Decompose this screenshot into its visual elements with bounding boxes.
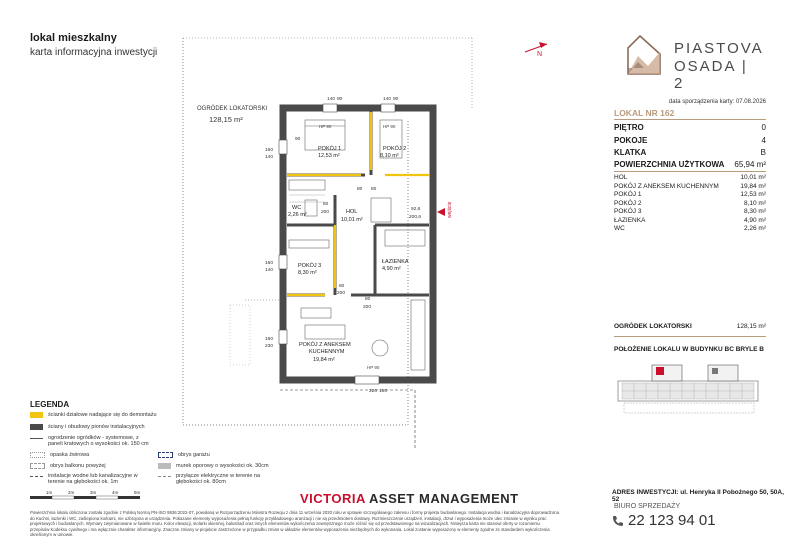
scale-label: 3m (90, 490, 97, 495)
dim-label: 200 (321, 210, 330, 215)
room-name: ŁAZIENKA (614, 216, 646, 224)
room3-area: 8,30 m² (298, 270, 317, 276)
logo-line-2: OSADA | 2 (674, 58, 748, 92)
dim-label: 80 (357, 187, 363, 192)
developer-logo (300, 491, 519, 506)
dim-label: 140 (265, 155, 274, 160)
garden-plan-area: 128,15 m² (209, 115, 243, 124)
legend-swatch-gravel (30, 452, 45, 458)
room-area: 4,90 m² (743, 216, 766, 224)
hp-label: HP 90 (383, 124, 396, 129)
living-name-line2: KUCHENNYM (309, 349, 345, 355)
divider (614, 171, 766, 172)
developer-name-part2: ASSET MANAGEMENT (365, 491, 519, 506)
legend-swatch-fence (30, 438, 43, 439)
room1-area: 12,53 m² (318, 153, 340, 159)
phone-number: 22 123 94 01 (628, 512, 716, 529)
scale-bar (30, 488, 150, 500)
page-title: lokal mieszkalny (30, 32, 117, 44)
legend-swatch-garage (158, 452, 173, 458)
area-value: 65,94 m² (734, 160, 766, 169)
scale-label: 1m (46, 490, 53, 495)
stair-value: B (760, 148, 766, 157)
unit-number: LOKAL NR 162 (614, 108, 675, 118)
dim-label: 80 (365, 297, 371, 302)
rooms-label: POKOJE (614, 136, 648, 145)
room-row (614, 174, 766, 183)
north-arrow-icon (525, 42, 547, 58)
hol-area: 10,01 m² (341, 217, 363, 223)
building-position-map (612, 363, 768, 417)
legend-text: instalacje wodne lub kanalizacyjne w terenie na głębokości ok. 1m (48, 473, 138, 485)
rooms-row (614, 136, 766, 145)
legal-footer: Powierzchnia lokalu obliczona została zgodnie z Polską Normą PN-ISO 9836:2022-07, powołaną w Rozporządzeniu Ministra Rozwoju z dnia 11 września 2020 roku w sprawie szczegółowego zakresu i formy projektu budowlanego. Instalacja wodna i kanalizacyjna doprowadzona do Kuchni, łazienki i WC, zaślepiona korkami, nie uzbrojona w urządzenia. Pokazane elementy wyposażenia pełnią funkcję przykładowego aranżacji i nie są przedmiotem dostawy. Rozmieszczenie urządzeń, instalacji, drzwi i wyposażenia może ulec zmianie w wyniku prac projektowych i budowlanych. Wymiary zwymiarowane w świetle muru. Kolor elewacji, stolarki okiennej, balustrad oraz innych elementów wykończenia zewnętrznego może różnić się od przedstawionego na wizualizacjach. Niniejsza karta nie stanowi oferty w rozumieniu przepisów Kodeksu cywilnego i ma wyłącznie charakter informacyjny. Znaczne zmiany w projekcie zastrzeżone w przypadku zmian w układzie elementów wyposażenia niezbędnych do wykonania. Lokal zostanie wyposażony w elementy zgodne ze standardem wykończenia określonym w umowie. (30, 510, 559, 537)
room-area: 12,53 m² (740, 191, 766, 198)
svg-text:N: N (537, 51, 543, 58)
dim-label: 200 (337, 291, 346, 296)
legend-swatch-electric (158, 476, 171, 477)
dim-label: 220 (369, 389, 378, 394)
room-area: 19,84 m² (740, 182, 766, 190)
divider (614, 119, 766, 120)
dim-label: 150 (379, 389, 388, 394)
rooms-value: 4 (761, 136, 766, 145)
garden-row (614, 323, 766, 330)
legend-text: ściany i obudowy pionów instalacyjnych (48, 424, 145, 430)
dim-label: 200 (363, 305, 372, 310)
dim-label: 90 (295, 137, 301, 142)
scale-label: 2m (68, 490, 75, 495)
dim-label: 160 (265, 337, 274, 342)
rooms-table (614, 174, 766, 234)
floor-row (614, 123, 766, 132)
room2-name: POKÓJ 2 (383, 146, 407, 152)
legend-item (30, 452, 89, 458)
garden-label: OGRÓDEK LOKATORSKI (614, 323, 692, 330)
room-name: POKÓJ Z ANEKSEM KUCHENNYM (614, 182, 719, 190)
dim-label: 92,6 (411, 207, 421, 212)
legend-item (30, 412, 157, 418)
room-name: POKÓJ 1 (614, 191, 642, 198)
legend-swatch-water (30, 476, 43, 477)
logo-line-1: PIASTOVA (674, 40, 764, 57)
logo-mark-icon (624, 34, 664, 76)
entrance-label: wejście (447, 201, 453, 218)
developer-name-part1: VICTORIA (300, 491, 366, 506)
legend-text: przyłącze elektryczne w terenie na głębokości ok. 80cm (176, 473, 261, 485)
legend-title: LEGENDA (30, 400, 70, 409)
legend-swatch-balcony (30, 463, 45, 469)
legend-item (30, 463, 106, 469)
phone-icon (612, 515, 624, 527)
floor-plan (175, 30, 605, 470)
scale-label: 5m (134, 490, 141, 495)
room-name: WC (614, 225, 625, 232)
floor-value: 0 (761, 123, 766, 132)
room-row (614, 183, 766, 192)
dim-label: 80 (339, 284, 345, 289)
bath-name: ŁAZIENKA (382, 259, 409, 265)
investment-address: ADRES INWESTYCJI: ul. Henryka II Pobożnego 50, 50A, 52 (612, 489, 784, 503)
dim-label: 90 (393, 97, 399, 102)
room-row (614, 191, 766, 200)
entrance-arrow-icon (437, 208, 445, 216)
room-name: HOL (614, 174, 628, 181)
area-row (614, 160, 766, 169)
legend-text: opaska żwirowa (50, 452, 90, 458)
page-subtitle: karta informacyjna inwestycji (30, 47, 158, 58)
room-name: POKÓJ 3 (614, 208, 642, 215)
living-name-line1: POKÓJ Z ANEKSEM (299, 342, 351, 348)
divider (614, 336, 766, 337)
card-date: data sporządzenia karty: 07.08.2026 (668, 99, 766, 105)
room-row (614, 225, 766, 234)
room-area: 10,01 m² (740, 174, 766, 181)
legend-text: murek oporowy o wysokości ok. 30cm (176, 463, 269, 469)
room2-area: 8,10 m² (380, 153, 399, 159)
dim-label: 200,6 (409, 215, 422, 220)
room-area: 8,30 m² (743, 208, 766, 215)
legend-item (158, 473, 278, 485)
legend-swatch-retaining-wall (158, 463, 171, 469)
dim-label: 80 (371, 187, 377, 192)
room-row (614, 208, 766, 217)
wc-area: 2,26 m² (288, 212, 307, 218)
dim-label: 140 (265, 268, 274, 273)
garden-plan-label: OGRÓDEK LOKATORSKI (197, 106, 268, 112)
room-name: POKÓJ 2 (614, 199, 642, 207)
garden-value: 128,15 m² (736, 323, 766, 330)
room-area: 2,26 m² (743, 225, 766, 232)
legend-swatch-demountable (30, 412, 43, 418)
stair-label: KLATKA (614, 148, 647, 157)
dim-label: 140 (327, 97, 336, 102)
area-label: POWIERZCHNIA UŻYTKOWA (614, 160, 725, 169)
legend-swatch-walls (30, 424, 43, 430)
piastova-osada-logo (624, 34, 764, 92)
dim-label: 140 (383, 97, 392, 102)
room-row (614, 200, 766, 209)
dim-label: 230 (265, 344, 274, 349)
bath-area: 4,90 m² (382, 266, 401, 272)
legend-item (30, 424, 145, 430)
legend-item (30, 473, 150, 485)
legend-text: obrys garażu (178, 452, 210, 458)
legend-text: obrys balkonu powyżej (50, 463, 106, 469)
room-row (614, 217, 766, 226)
stair-row (614, 148, 766, 157)
living-area: 19,84 m² (313, 357, 335, 363)
room3-name: POKÓJ 3 (298, 263, 322, 269)
hp-label: HP 90 (319, 124, 332, 129)
wc-name: WC (292, 205, 302, 211)
dim-label: 160 (265, 261, 274, 266)
room1-name: POKÓJ 1 (318, 146, 342, 152)
hp-label: HP 90 (367, 365, 380, 370)
sales-office-label: BIURO SPRZEDAŻY (614, 503, 681, 510)
scale-label: 4m (112, 490, 119, 495)
legend-text: ścianki działowe nadające się do demontażu (48, 412, 157, 418)
legend-item (30, 435, 150, 447)
dim-label: 90 (337, 97, 343, 102)
legend-item (158, 452, 210, 458)
legend-item (158, 463, 269, 469)
floor-label: PIĘTRO (614, 123, 644, 132)
room-area: 8,10 m² (743, 199, 766, 207)
dim-label: 80 (323, 202, 329, 207)
sales-phone[interactable] (612, 512, 716, 529)
dim-label: 160 (265, 148, 274, 153)
hol-name: HOL (346, 209, 358, 215)
legend-text: ogrodzenie ogródków - systemowe, z paneli kratowych o wysokości ok. 150 cm (48, 435, 149, 447)
position-label: POŁOŻENIE LOKALU W BUDYNKU BC BRYLE B (614, 346, 764, 353)
